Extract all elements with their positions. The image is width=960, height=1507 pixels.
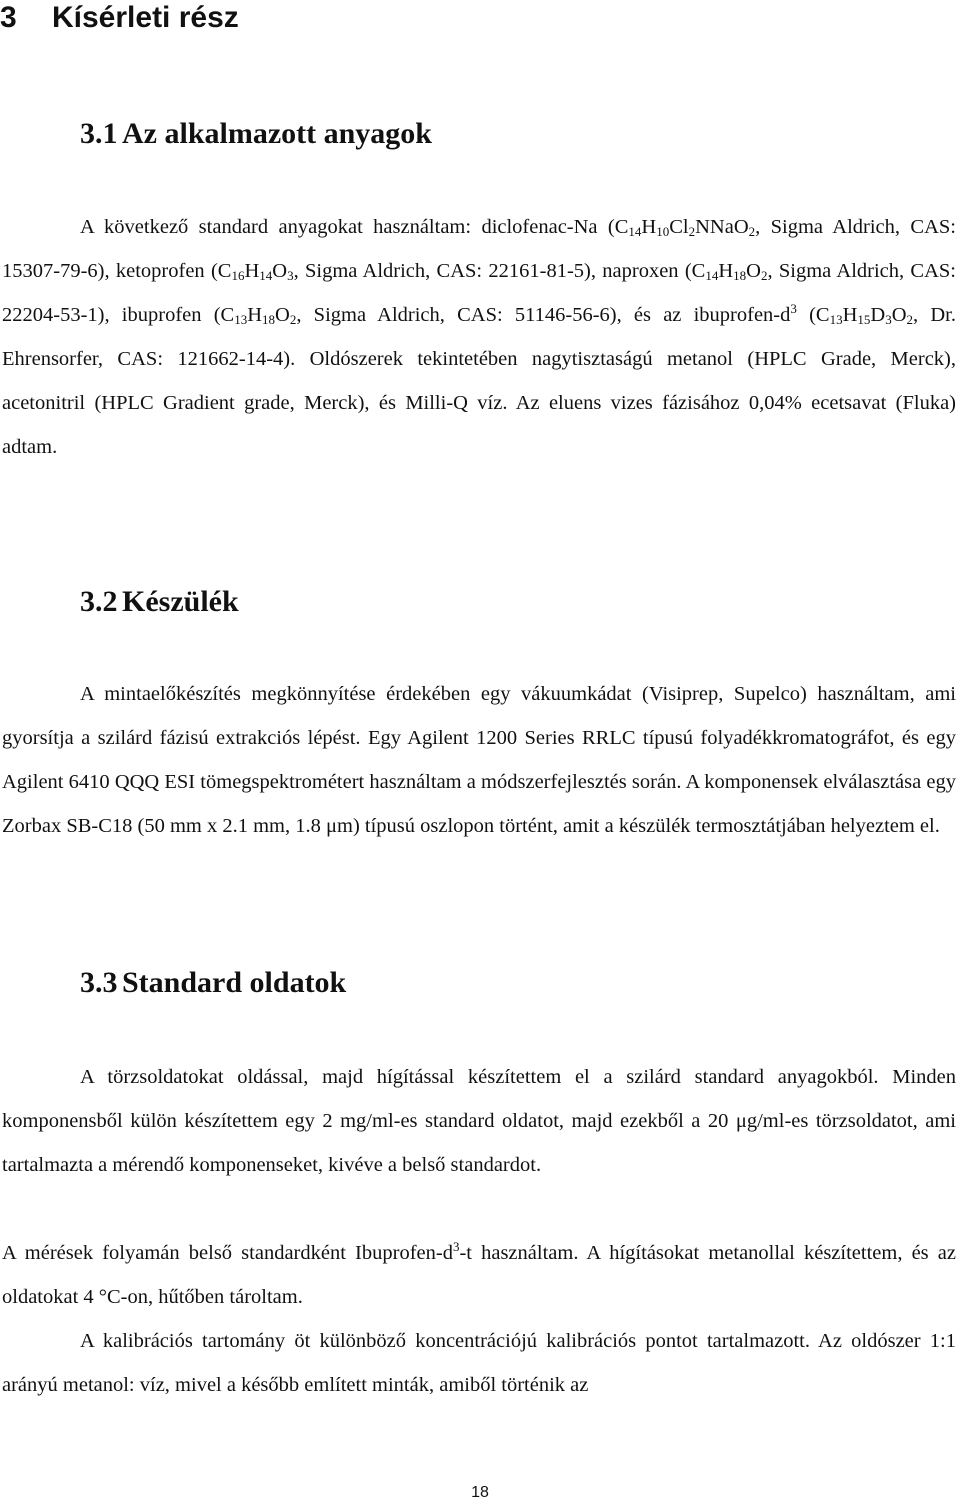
section-number: 3.1: [80, 117, 118, 150]
section-title: Standard oldatok: [122, 966, 347, 999]
chapter-number: 3: [0, 1, 17, 34]
section-number: 3.2: [80, 585, 118, 618]
paragraph-stock-solutions: A törzsoldatokat oldással, majd hígítással készítettem el a szilárd standard anyagokból. Minden komponensből külön készítettem egy 2 mg/ml-es standard oldatot, majd ezekből a 20 μg/ml-es törzsoldatot, ami tartalmazta a mérendő komponenseket, kivéve a belső standardot.: [2, 1066, 956, 1176]
section-number: 3.3: [80, 966, 118, 999]
paragraph-instrument: A mintaelőkészítés megkönnyítése érdekében egy vákuumkádat (Visiprep, Supelco) használtam, ami gyorsítja a szilárd fázisú extrakciós lépést. Egy Agilent 1200 Series RRLC típusú folyadékkromatográfot, és egy Agilent 6410 QQQ ESI tömegspektrométert használtam a módszerfejlesztés során. A komponensek elválasztása egy Zorbax SB-C18 (50 mm x 2.1 mm, 1.8 μm) típusú oszlopon történt, amit a készülék termosztátjában helyeztem el.: [2, 683, 956, 837]
paragraph-calibration: A kalibrációs tartomány öt különböző koncentrációjú kalibrációs pontot tartalmazott. Az oldószer 1:1 arányú metanol: víz, mivel a később említett minták, amiből történik az: [2, 1330, 956, 1396]
chapter-title: Kísérleti rész: [52, 1, 239, 34]
section-heading-3-2: [80, 584, 239, 620]
section-heading-3-3: [80, 965, 346, 1001]
paragraph-internal-standard: A mérések folyamán belső standardként Ibuprofen-$d^3-t$ használtam. A hígításokat metanollal készítettem, és az oldatokat 4 °C-on, hűtőben tároltam.: [2, 1239, 956, 1308]
section-heading-3-1: [80, 116, 432, 152]
section-title: Az alkalmazott anyagok: [122, 117, 432, 150]
chapter-heading: [0, 0, 239, 36]
paragraph-materials: A következő standard anyagokat használtam: diclofenac-Na ($C_{14}H_{10}Cl_2NNaO_2$, Sigma Aldrich, CAS: 15307-79-6), ketoprofen ($C_{16}H_{14}O_3$, Sigma Aldrich, CAS: 22161-81-5), naproxen ($C_{14}H_{18}O_2$, Sigma Aldrich, CAS: 22204-53-1), ibuprofen ($C_{13}H_{18}O_2$, Sigma Aldrich, CAS: 51146-56-6), és az ibuprofen-$d^3$ ($C_{13}H_{15}D_3O_2$, Dr. Ehrensorfer, CAS: 121662-14-4). Oldószerek tekintetében nagytisztaságú metanol (HPLC Grade, Merck), acetonitril (HPLC Gradient grade, Merck), és Milli-Q víz. Az eluens vizes fázisához 0,04% ecetsavat (Fluka) adtam.: [2, 216, 957, 458]
section-title: Készülék: [122, 585, 239, 618]
page-number: 18: [471, 1484, 489, 1501]
